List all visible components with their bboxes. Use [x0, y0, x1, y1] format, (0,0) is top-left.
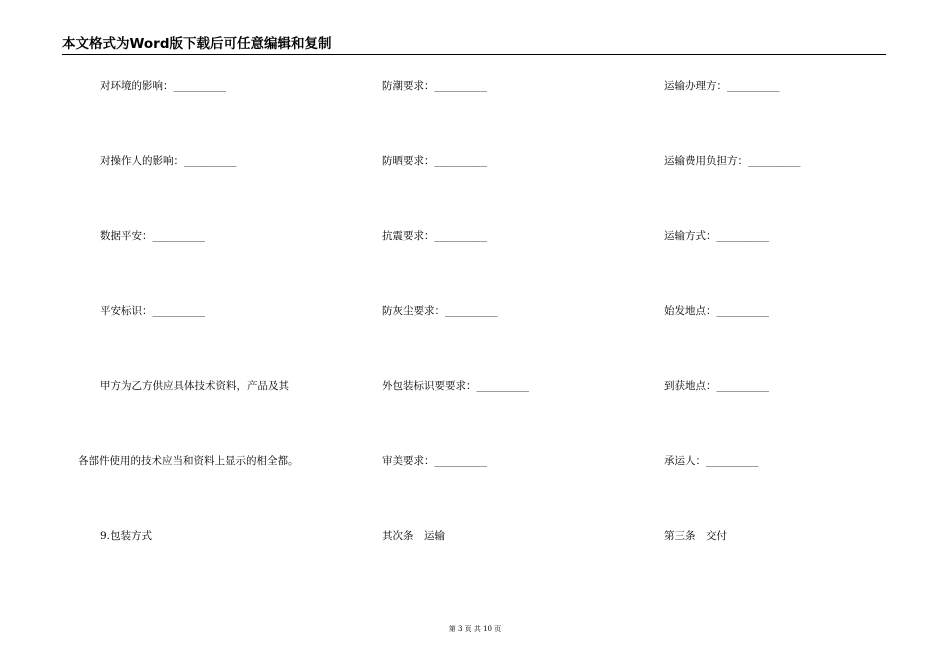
text-environment-impact: 对环境的影响：__________ [100, 80, 226, 92]
text-tech-doc-line1: 甲方为乙方供应具体技术资料，产品及其 [100, 380, 289, 392]
text-article-transport: 其次条 运输 [382, 530, 445, 542]
text-safety-mark: 平安标识：__________ [100, 305, 205, 317]
text-sun-req: 防晒要求：__________ [382, 155, 487, 167]
text-operator-impact: 对操作人的影响：__________ [100, 155, 237, 167]
text-dust-req: 防灰尘要求：__________ [382, 305, 498, 317]
text-transport-cost-bearer: 运输费用负担方：__________ [664, 155, 801, 167]
text-aesthetic-req: 审美要求：__________ [382, 455, 487, 467]
text-article-delivery: 第三条 交付 [664, 530, 727, 542]
page-footer-number: 第 3 页 共 10 页 [448, 625, 502, 633]
text-carrier: 承运人：__________ [664, 455, 759, 467]
text-moisture-req: 防潮要求：__________ [382, 80, 487, 92]
text-data-safety: 数据平安：__________ [100, 230, 205, 242]
text-packing-method: 9.包装方式 [100, 530, 153, 542]
text-transport-handler: 运输办理方：__________ [664, 80, 780, 92]
text-transport-mode: 运输方式：__________ [664, 230, 769, 242]
text-outer-label-req: 外包装标识要要求：__________ [382, 380, 529, 392]
text-tech-doc-line2: 各部件使用的技术应当和资料上显示的相全都。 [78, 455, 299, 467]
text-origin: 始发地点：__________ [664, 305, 769, 317]
page-header-title: 本文格式为Word版下载后可任意编辑和复制 [62, 36, 886, 55]
text-destination: 到获地点：__________ [664, 380, 769, 392]
text-shock-req: 抗震要求：__________ [382, 230, 487, 242]
